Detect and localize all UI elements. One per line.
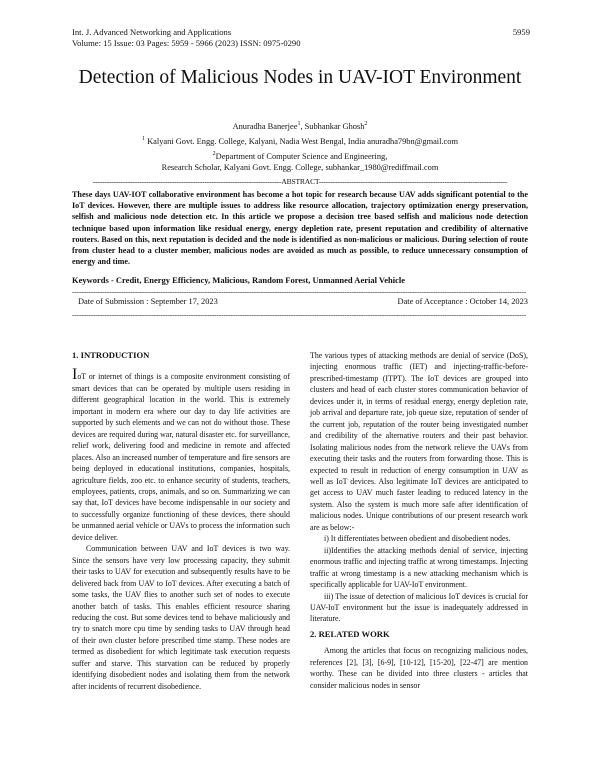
abstract-text: These days UAV-IOT collaborative environment has become a hot topic for research because UAV adds significant potential to the IoT devices. However, there are multiple issues to address like resource allocation, trajectory optimization energy preservation, selfish and malicious node detection etc. In this article we propose a decision tree based selfish and malicious node detection technique based upon information like residual energy, energy depletion rate, present reputation and credibility of alternative routers. Based on this, next reputation is decided and the node is identified as non-malicious or malicious. During selection of route from cluster head to a cluster member, malicious nodes are avoided as much as possible, to reduce unnecessary consumption of energy and time. — [72, 190, 528, 267]
divider-rule: --------------------------------------------------------------------------------------------------------------------------------------------------------------------------------------------------- — [72, 287, 527, 296]
abstract-heading: ABSTRACT — [281, 177, 319, 186]
related-work-paragraph: Among the articles that focus on recognizing malicious nodes, references [2], [3], [6-9], [10-12], [15-20], [22-47] are mention worthy. These can be divided into three clusters - articles that consider malicious nodes in sensor — [310, 646, 528, 690]
volume-line: Volume: 15 Issue: 03 Pages: 5959 - 5966 (2023) ISSN: 0975-0290 — [72, 38, 301, 48]
author-block — [60, 118, 540, 174]
intro-paragraph-3: The various types of attacking methods are denial of service (DoS), injecting enormous traffic (IET) and injecting-traffic-before-prescribed-timestamp (ITPT). The IoT devices are grouped into clusters and head of each cluster stores communication behavior of devices under it, in terms of residual energy, energy depletion rate, job arrival and departure rate, job queue size, reputation of sender of the current job, reputation of the router being investigated number and credibility of the alternative routers and their past behavior. Isolating malicious nodes from the network relieve the UAVs from executing their tasks and the routers from forwarding those. This is expected to result in reduction of energy consumption in UAV as well as IoT devices. Also legitimate IoT devices are anticipated to get access to UAV much faster leading to reduced latency in the system. Also the system is much more safe after identification of malicious nodes. Unique contributions of our present research work are as below:- — [310, 351, 528, 532]
dates-row — [78, 297, 528, 306]
section-heading-related-work: 2. RELATED WORK — [310, 628, 390, 639]
contribution-3: iii) The issue of detection of malicious IoT devices is crucial for UAV-IoT environment but the issue is inadequately addressed in literature. — [310, 591, 528, 624]
submission-date: Date of Submission : September 17, 2023 — [78, 297, 218, 306]
section-heading-introduction: 1. INTRODUCTION — [72, 350, 150, 360]
paper-title: Detection of Malicious Nodes in UAV-IOT Environment — [78, 67, 522, 88]
affiliation-1: $^1$ Kalyani Govt. Engg. College, Kalyani, Nadia West Bengal, India anuradha79bn@gmail.com — [142, 135, 458, 146]
abstract-heading-rule: ---------------------------------------------------------------------------------ABSTRACT--------------------------------------------------------------------------------- — [92, 177, 508, 186]
affiliation-2: $^2$Department of Computer Science and Engineering, — [212, 150, 388, 161]
drop-cap: I — [72, 366, 78, 384]
right-column — [310, 350, 528, 691]
author-names: Anuradha Banerjee$^1$, Subhankar Ghosh$^2$ — [232, 121, 368, 131]
journal-name: Int. J. Advanced Networking and Applications — [72, 27, 232, 37]
running-header — [72, 27, 301, 49]
contribution-1: i) It differentiates between obedient and disobedient nodes. — [324, 534, 511, 544]
affiliation-3: Research Scholar, Kalyani Govt. Engg. College, subhankar_1980@rediffmail.com — [161, 163, 439, 173]
keywords: Keywords - Credit, Energy Efficiency, Malicious, Random Forest, Unmanned Aerial Vehicle — [72, 275, 406, 285]
intro-paragraph-1: IoT or internet of things is a composite environment consisting of smart devices that can be operated by multiple users residing in different geographical location in the world. This is extremely important in modern era where our day to day life activities are supported by such elements and we can not do without those. These devices are required during war, natural disaster etc. for surveillance, relief work, delivering food and medicine in remote and affected places. Also an increased number of temperature and fire sensors are being deployed in educational institutions, companies, hospitals, agriculture fields, zoo etc. to enhance security of students, teachers, employees, patients, crops, animals, and so on. Summarizing we can say that, IoT devices have become indispensable in our society and to successfully organize functioning of these devices, there should be unmanned aerial vehicle or UAVs to process the information such device deliver. — [72, 366, 290, 542]
contribution-2: ii)Identifies the attacking methods denial of service, injecting enormous traffic and injecting traffic at wrong timestamps. Injecting traffic at wrong timestamp is a new attacking mechanism which is specifically applicable for UAV-IoT environment. — [310, 545, 528, 590]
acceptance-date: Date of Acceptance : October 14, 2023 — [397, 297, 528, 306]
page-number: 5959 — [512, 27, 530, 37]
left-column — [72, 350, 290, 692]
intro-paragraph-2: Communication between UAV and IoT devices is two way. Since the sensors have very low processing capacity, they submit their tasks to UAV for execution and subsequently results have to be delivered back from UAV to IoT devices. After executing a batch of some tasks, the UAV flies to another such set of nodes to execute another batch of tasks. This enables efficient resource sharing reducing the cost. But some devices tend to behave maliciously and try to snatch more cpu time by sending tasks to UAV through head of their own cluster before prescribed time stamp. These nodes are termed as disobedient for which legitimate task execution requests suffer and starve. This starvation can be reduced by properly identifying disobedient nodes and isolating them from the network after incidents of recurrent disobedience. — [72, 544, 290, 691]
divider-rule: --------------------------------------------------------------------------------------------------------------------------------------------------------------------------------------------------- — [72, 310, 527, 319]
